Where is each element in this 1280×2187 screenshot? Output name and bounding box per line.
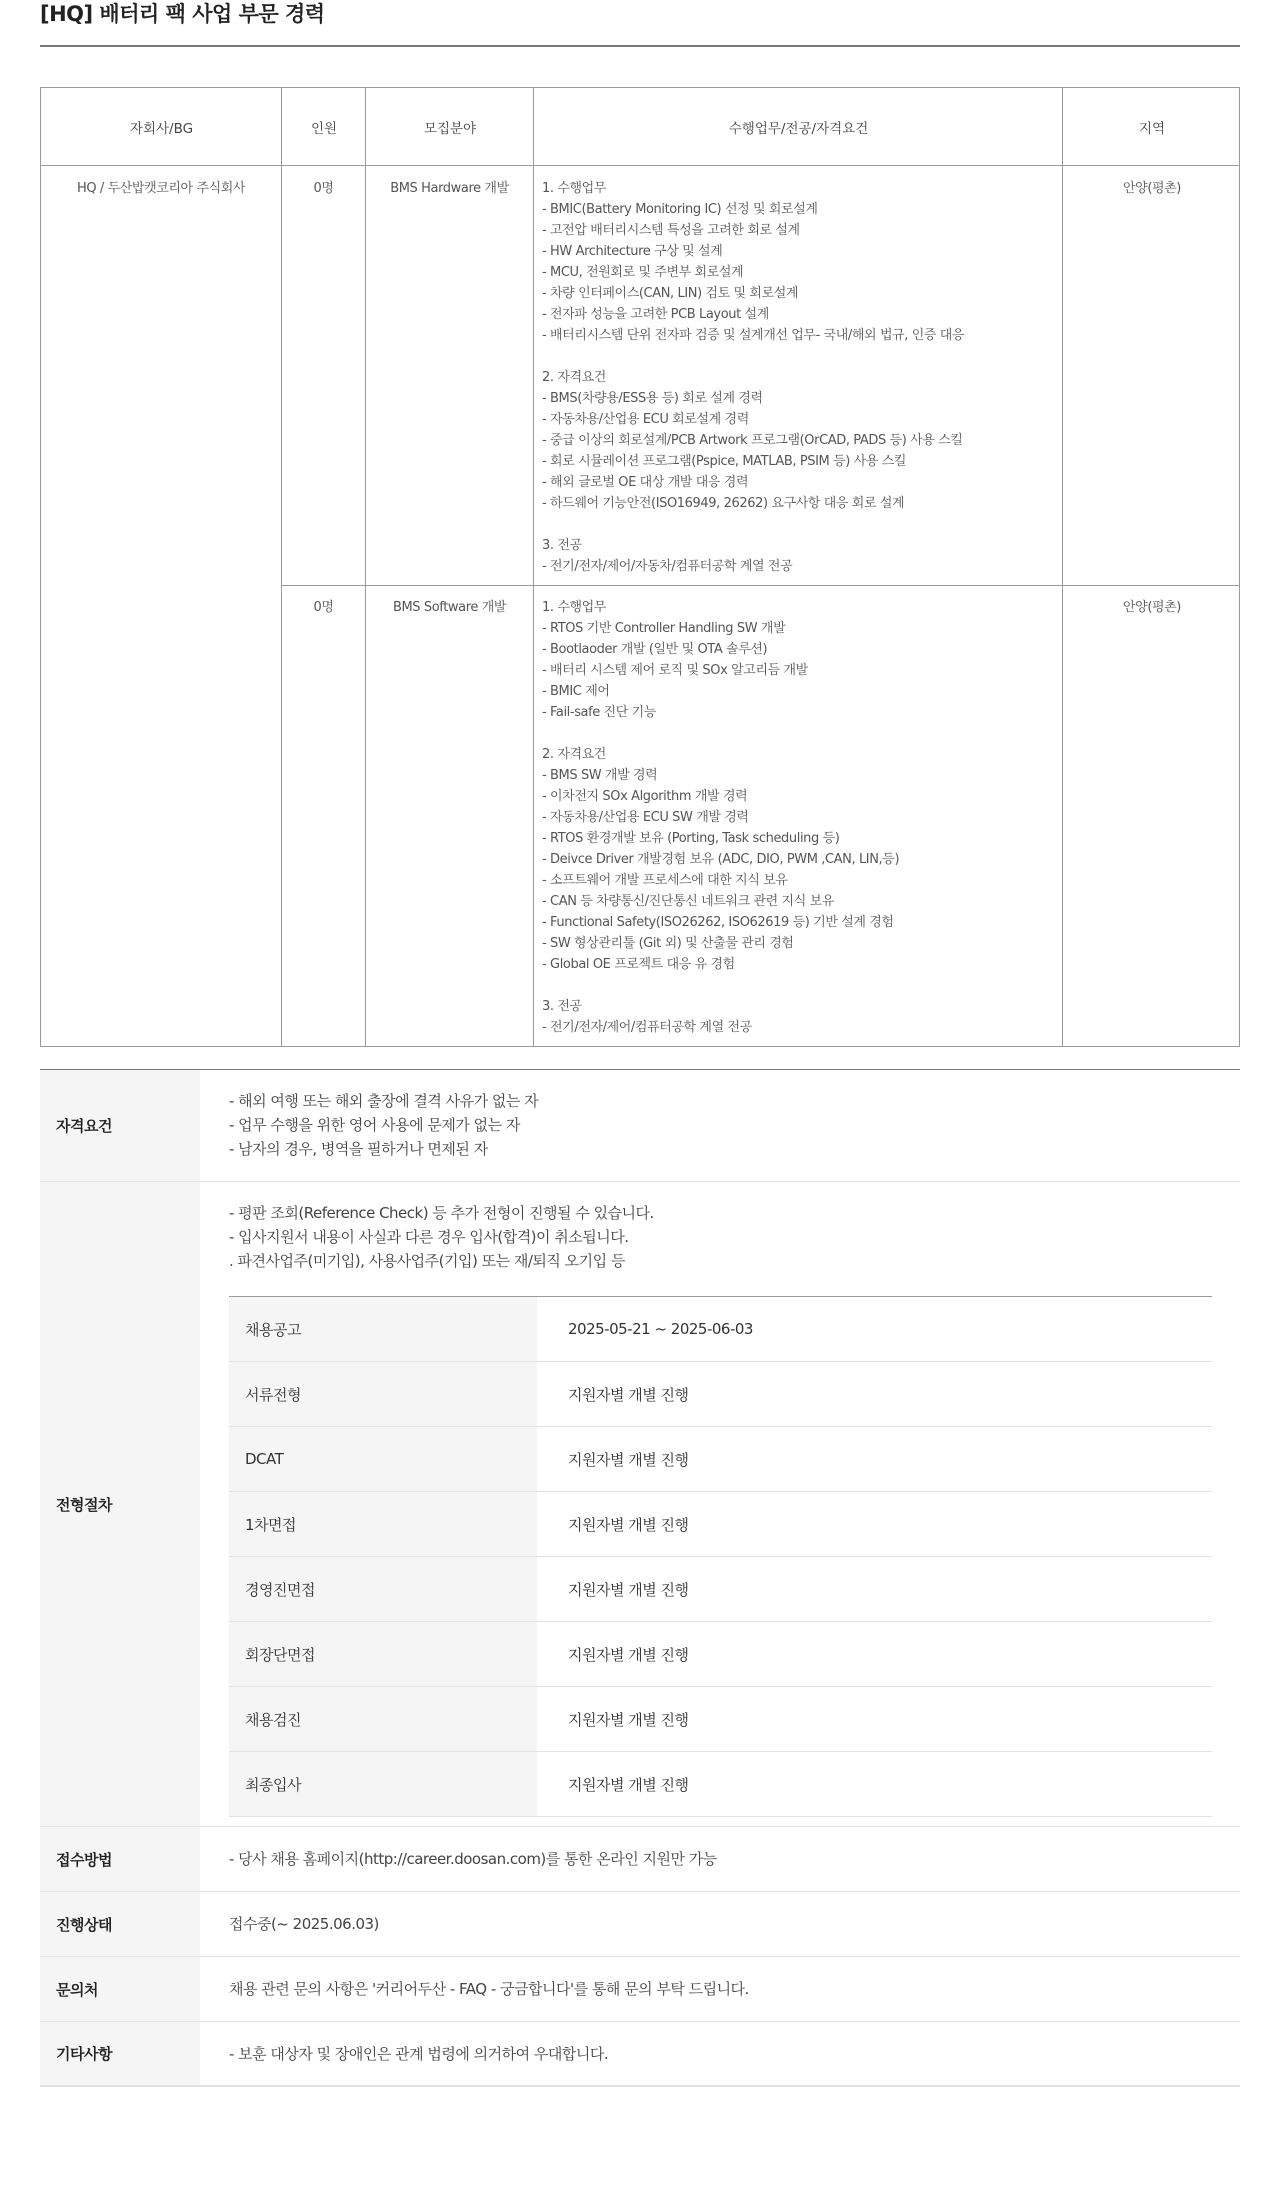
- duty-line: - 해외 글로벌 OE 대상 개발 대응 경력: [542, 475, 749, 490]
- col-divider: [533, 88, 534, 1047]
- col-divider: [281, 88, 282, 1047]
- duty-line: - HW Architecture 구상 및 설계: [542, 244, 723, 259]
- process-note: - 평판 조회(Reference Check) 등 추가 전형이 진행될 수 있습니다.: [229, 1204, 654, 1222]
- field-hw: BMS Hardware 개발: [390, 181, 509, 196]
- header-company: 자회사/BG: [41, 88, 282, 166]
- process-step-row: [229, 1687, 1212, 1752]
- company-name: HQ / 두산밥캣코리아 주식회사: [76, 181, 246, 196]
- status-label: 진행상태: [40, 1892, 200, 1956]
- process-step-row: [229, 1297, 1212, 1362]
- duty-line: - 소프트웨어 개발 프로세스에 대한 지식 보유: [542, 873, 788, 888]
- duty-line: - RTOS 기반 Controller Handling SW 개발: [542, 621, 786, 636]
- qualification-line: - 해외 여행 또는 해외 출장에 결격 사유가 없는 자: [229, 1092, 539, 1110]
- duty-line: - 전자파 성능을 고려한 PCB Layout 설계: [542, 307, 769, 322]
- duty-line: 3. 전공: [542, 999, 582, 1014]
- region-sw: 안양(평촌): [1123, 600, 1181, 615]
- duty-line: - MCU, 전원회로 및 주변부 회로설계: [542, 265, 744, 280]
- header-field: 모집분야: [366, 88, 534, 166]
- row-divider: [282, 585, 1240, 586]
- recruit-info-table: [40, 1069, 1240, 2087]
- duty-line: - RTOS 환경개발 보유 (Porting, Task scheduling 등): [542, 831, 840, 846]
- duty-line: - 자동차용/산업용 ECU 회로설계 경력: [542, 412, 749, 427]
- duty-line: - 배터리 시스템 제어 로직 및 SOx 알고리듬 개발: [542, 663, 808, 678]
- header-region: 지역: [1063, 88, 1240, 166]
- process-step-value: 지원자별 개별 진행: [568, 1775, 689, 1794]
- process-step-name: 최종입사: [229, 1752, 537, 1816]
- info-row-qualifications: [40, 1070, 1240, 1182]
- apply-method-label: 접수방법: [40, 1827, 200, 1891]
- duty-line: [542, 975, 899, 996]
- duty-line: [542, 514, 964, 535]
- process-step-row: [229, 1362, 1212, 1427]
- info-row-etc: [40, 2022, 1240, 2087]
- headcount-sw: 0명: [313, 600, 334, 615]
- status-value: 접수중(~ 2025.06.03): [229, 1915, 379, 1933]
- etc-label: 기타사항: [40, 2022, 200, 2085]
- info-row-contact: [40, 1957, 1240, 2022]
- info-row-process: [40, 1182, 1240, 1827]
- qualifications-label: 자격요건: [40, 1070, 200, 1181]
- contact-value: 채용 관련 문의 사항은 '커리어두산 - FAQ - 궁금합니다'를 통해 문의 부탁 드립니다.: [229, 1980, 749, 1998]
- duties-hw: [542, 178, 964, 577]
- qualification-line: - 남자의 경우, 병역을 필하거나 면제된 자: [229, 1140, 488, 1158]
- duty-line: - BMIC 제어: [542, 684, 610, 699]
- process-step-row: [229, 1622, 1212, 1687]
- process-step-row: [229, 1752, 1212, 1817]
- info-row-status: [40, 1892, 1240, 1957]
- process-step-row: [229, 1557, 1212, 1622]
- process-step-value: 지원자별 개별 진행: [568, 1450, 689, 1469]
- process-step-name: DCAT: [229, 1427, 537, 1491]
- apply-method-value: - 당사 채용 홈페이지(http://career.doosan.com)를 통한 온라인 지원만 가능: [229, 1850, 717, 1868]
- duty-line: - 배터리시스템 단위 전자파 검증 및 설계개선 업무- 국내/해외 법규, 인증 대응: [542, 328, 965, 343]
- duty-line: - BMS(차량용/ESS용 등) 회로 설계 경력: [542, 391, 763, 406]
- duty-line: [542, 346, 964, 367]
- process-note: - 입사지원서 내용이 사실과 다른 경우 입사(합격)이 취소됩니다.: [229, 1228, 629, 1246]
- duty-line: - Deivce Driver 개발경험 보유 (ADC, DIO, PWM ,CAN, LIN,등): [542, 852, 900, 867]
- duty-line: - 회로 시뮬레이션 프로그램(Pspice, MATLAB, PSIM 등) 사용 스킬: [542, 454, 907, 469]
- process-steps-table: [229, 1296, 1212, 1794]
- region-hw: 안양(평촌): [1123, 181, 1181, 196]
- duty-line: - 중급 이상의 회로설계/PCB Artwork 프로그램(OrCAD, PADS 등) 사용 스킬: [542, 433, 963, 448]
- process-step-name: 회장단면접: [229, 1622, 537, 1686]
- duty-line: 2. 자격요건: [542, 370, 606, 385]
- col-divider: [365, 88, 366, 1047]
- duty-line: - 전기/전자/제어/컴퓨터공학 계열 전공: [542, 1020, 752, 1035]
- process-label: 전형절차: [40, 1182, 200, 1826]
- contact-label: 문의처: [40, 1957, 200, 2021]
- duty-line: 1. 수행업무: [542, 181, 606, 196]
- duty-line: 2. 자격요건: [542, 747, 606, 762]
- field-sw: BMS Software 개발: [392, 600, 507, 615]
- qualifications-value: [229, 1089, 538, 1161]
- header-headcount: 인원: [282, 88, 366, 166]
- col-divider: [1062, 88, 1063, 1047]
- process-step-name: 채용검진: [229, 1687, 537, 1751]
- duty-line: 1. 수행업무: [542, 600, 606, 615]
- duty-line: - CAN 등 차량통신/진단통신 네트워크 관련 지식 보유: [542, 894, 834, 909]
- process-step-name: 1차면접: [229, 1492, 537, 1556]
- duty-line: - 고전압 배터리시스템 특성을 고려한 회로 설계: [542, 223, 800, 238]
- process-step-value: 지원자별 개별 진행: [568, 1385, 689, 1404]
- process-step-value: 지원자별 개별 진행: [568, 1645, 689, 1664]
- process-step-name: 서류전형: [229, 1362, 537, 1426]
- process-step-row: [229, 1427, 1212, 1492]
- duty-line: - 자동차용/산업용 ECU SW 개발 경력: [542, 810, 749, 825]
- process-note: . 파견사업주(미기입), 사용사업주(기입) 또는 재/퇴직 오기입 등: [229, 1252, 625, 1270]
- process-step-name: 채용공고: [229, 1297, 537, 1361]
- duty-line: - Global OE 프로젝트 대응 유 경험: [542, 957, 735, 972]
- duty-line: - Bootlaoder 개발 (일반 및 OTA 솔루션): [542, 642, 768, 657]
- duty-line: - SW 형상관리툴 (Git 외) 및 산출물 관리 경험: [542, 936, 794, 951]
- process-step-name: 경영진면접: [229, 1557, 537, 1621]
- process-step-row: [229, 1492, 1212, 1557]
- title-divider: [40, 45, 1240, 47]
- duty-line: - 이차전지 SOx Algorithm 개발 경력: [542, 789, 748, 804]
- headcount-hw: 0명: [313, 181, 334, 196]
- process-step-value: 2025-05-21 ~ 2025-06-03: [568, 1320, 753, 1338]
- process-step-value: 지원자별 개별 진행: [568, 1515, 689, 1534]
- duty-line: - Fail-safe 진단 기능: [542, 705, 656, 720]
- process-notes: [229, 1201, 654, 1273]
- duty-line: 3. 전공: [542, 538, 582, 553]
- info-row-apply-method: [40, 1827, 1240, 1892]
- duty-line: [542, 723, 899, 744]
- duties-sw: [542, 597, 899, 1038]
- duty-line: - 전기/전자/제어/자동차/컴퓨터공학 계열 전공: [542, 559, 793, 574]
- page-title: [HQ] 배터리 팩 사업 부문 경력: [40, 2, 325, 26]
- header-duties: 수행업무/전공/자격요건: [534, 88, 1063, 166]
- process-step-value: 지원자별 개별 진행: [568, 1710, 689, 1729]
- duty-line: - 차량 인터페이스(CAN, LIN) 검토 및 회로설계: [542, 286, 799, 301]
- process-step-value: 지원자별 개별 진행: [568, 1580, 689, 1599]
- duty-line: - BMIC(Battery Monitoring IC) 선정 및 회로설계: [542, 202, 818, 217]
- duty-line: - BMS SW 개발 경력: [542, 768, 658, 783]
- etc-value: - 보훈 대상자 및 장애인은 관계 법령에 의거하여 우대합니다.: [229, 2045, 609, 2063]
- duty-line: - Functional Safety(ISO26262, ISO62619 등) 기반 설계 경험: [542, 915, 894, 930]
- qualification-line: - 업무 수행을 위한 영어 사용에 문제가 없는 자: [229, 1116, 520, 1134]
- duty-line: - 하드웨어 기능안전(ISO16949, 26262) 요구사항 대응 회로 설계: [542, 496, 905, 511]
- positions-table: [40, 87, 1240, 1047]
